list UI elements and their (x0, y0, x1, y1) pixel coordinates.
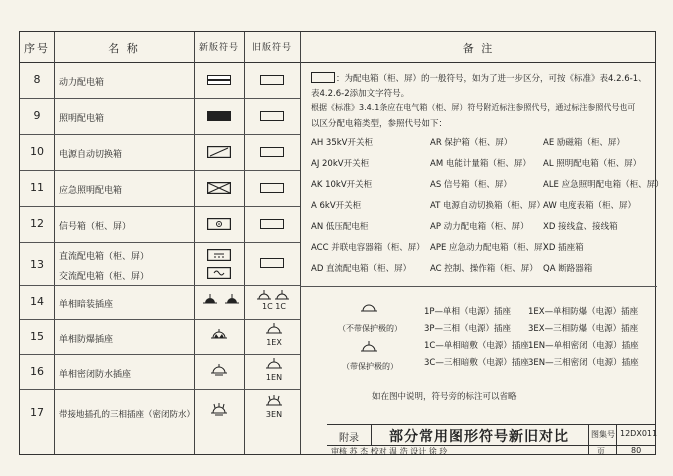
reference-code: AS 信号箱（柜、屏） (430, 180, 512, 190)
reference-code: AM 电能计量箱（柜、屏） (430, 159, 531, 169)
protected-label: （带保护极的） (342, 362, 398, 371)
row-num: 15 (30, 330, 44, 343)
dc-box-new-icon (207, 249, 231, 261)
socket-label: 1P—单相（电源）插座 (424, 307, 512, 317)
old-symbol-label: 1EN (265, 373, 283, 382)
socket-protected-icon (360, 340, 378, 354)
box-old-icon (260, 258, 284, 268)
socket-old-icon (256, 288, 292, 302)
reference-code: AE 励磁箱（柜、屏） (543, 138, 625, 148)
socket-old-icon (265, 357, 283, 371)
socket-label: 3P—三相（电源）插座 (424, 324, 512, 334)
tb-border (327, 424, 656, 425)
socket-old-icon (265, 394, 283, 408)
socket-label: 3EX—三相防爆（电源）插座 (528, 324, 639, 334)
reference-code: ALE 应急照明配电箱（柜、屏） (543, 180, 664, 190)
row-name: 单相密闭防水插座 (59, 370, 132, 380)
recessed-socket-new-icon (202, 292, 242, 306)
row-num: 8 (33, 73, 41, 86)
row-divider (20, 170, 300, 171)
col-divider (244, 32, 245, 454)
drawing-no: 12DX011 (620, 429, 658, 438)
reference-code: AC 控制、操作箱（柜、屏） (430, 264, 538, 274)
socket-label: 3C—三相暗敷（电源）插座 (424, 358, 529, 368)
socket-label: 1C—单相暗敷（电源）插座 (424, 341, 529, 351)
reference-code: QA 断路器箱 (543, 264, 593, 274)
box-old-icon (260, 219, 284, 229)
remark-line: 表4.2.6-2添加文字符号。 (311, 89, 410, 99)
col-divider (54, 32, 55, 454)
row-name: 信号箱（柜、屏） (59, 222, 132, 232)
signal-box-new-icon (207, 218, 231, 230)
reference-code: APE 应急动力配电箱（柜、屏） (430, 243, 552, 253)
row-name: 应急照明配电箱 (59, 186, 123, 196)
reference-code: AN 低压配电柜 (311, 222, 369, 232)
auto-switch-box-new-icon (207, 146, 231, 158)
row-divider (20, 134, 300, 135)
row-num: 9 (33, 109, 41, 122)
row-name: 动力配电箱 (59, 78, 105, 88)
reference-code: AT 电源自动切换箱（柜、屏） (430, 201, 546, 211)
socket-unprotected-icon (360, 300, 378, 314)
emergency-box-new-icon (207, 182, 231, 194)
reference-code: AP 动力配电箱（柜、屏） (430, 222, 529, 232)
header-old-symbol: 旧版符号 (251, 43, 292, 53)
old-symbol-label: 3EN (265, 410, 283, 419)
row-name: 单相防爆插座 (59, 335, 114, 345)
row-name: 直流配电箱（柜、屏） (59, 252, 150, 262)
row-divider (20, 285, 300, 286)
reference-code: AH 35kV开关柜 (311, 138, 373, 148)
header-remarks: 备 注 (462, 42, 495, 55)
row-divider (20, 98, 300, 99)
row-divider (20, 242, 300, 243)
reference-code: AW 电度表箱（柜、屏） (543, 201, 636, 211)
reference-code: AD 直流配电箱（柜、屏） (311, 264, 412, 274)
reference-code: AK 10kV开关柜 (311, 180, 373, 190)
waterproof-socket-new-icon (210, 363, 228, 377)
power-box-new-icon (207, 75, 231, 85)
header-new-symbol: 新版符号 (198, 43, 239, 53)
row-divider (20, 354, 300, 355)
row-divider (20, 319, 300, 320)
row-num: 16 (30, 365, 44, 378)
three-phase-socket-new-icon (210, 402, 228, 418)
explosion-proof-socket-new-icon (210, 328, 228, 342)
remark-line: 根据《标准》3.4.1条应在电气箱（柜、屏）符号附近标注参照代号，通过标注参照代号也可 (311, 103, 636, 112)
reference-code: XD 插座箱 (543, 243, 584, 253)
col-divider (300, 32, 301, 454)
reference-code: AR 保护箱（柜、屏） (430, 138, 513, 148)
page-label: 页 (597, 447, 605, 456)
reference-code: ACC 并联电容器箱（柜、屏） (311, 243, 425, 253)
remark-line: ：为配电箱（柜、屏）的一般符号，如为了进一步区分，可按《标准》表4.2.6-1、 (336, 74, 647, 84)
signature-row: 审核 苏 杰 校对 温 浩 设计 徐 玲 (331, 447, 448, 456)
reference-code: AJ 20kV开关柜 (311, 159, 370, 169)
socket-label: 1EX—单相防爆（电源）插座 (528, 307, 639, 317)
drawing-no-label: 图集号 (591, 430, 615, 439)
reference-code: A 6kV开关柜 (311, 201, 362, 211)
row-num: 14 (30, 295, 44, 308)
row-num: 11 (30, 181, 44, 194)
tb-divider (616, 424, 617, 455)
box-general-icon (311, 72, 335, 83)
old-symbol-label: 1EX (266, 338, 282, 347)
row-divider (20, 206, 300, 207)
box-old-icon (260, 111, 284, 121)
remarks-divider (300, 286, 657, 287)
box-old-icon (260, 147, 284, 157)
socket-label: 1EN—单相密闭（电源）插座 (528, 341, 639, 351)
page-number: 80 (631, 446, 642, 455)
unprotected-label: （不带保护极的） (338, 324, 402, 333)
header-seq: 序号 (24, 42, 50, 55)
title-block (327, 424, 656, 455)
table-header (20, 32, 655, 63)
tb-divider (371, 424, 372, 445)
col-divider (194, 32, 195, 454)
row-name: 单相暗装插座 (59, 300, 114, 310)
row-name-secondary: 交流配电箱（柜、屏） (59, 272, 150, 282)
lighting-box-new-icon (207, 111, 231, 121)
socket-old-icon (265, 322, 283, 336)
row-name: 电源自动切换箱 (59, 150, 123, 160)
row-name: 带接地插孔的三相插座（密闭防水） (59, 410, 196, 420)
reference-code: XD 接线盒、接线箱 (543, 222, 618, 232)
row-divider (20, 389, 300, 390)
old-symbol-label: 1C 1C (262, 302, 286, 311)
row-num: 17 (30, 406, 44, 419)
appendix-label: 附录 (339, 433, 359, 444)
remark-line: 以区分配电箱类型，参照代号如下： (311, 119, 448, 129)
row-name: 照明配电箱 (59, 114, 105, 124)
table-frame (19, 31, 664, 455)
socket-label: 3EN—三相密闭（电源）插座 (528, 358, 639, 368)
ac-box-new-icon (207, 267, 231, 279)
tb-divider (588, 424, 589, 455)
header-name: 名 称 (108, 42, 140, 55)
box-old-icon (260, 183, 284, 193)
footnote: 如在图中说明，符号旁的标注可以省略 (372, 392, 517, 402)
row-num: 10 (30, 145, 44, 158)
row-num: 13 (30, 258, 44, 271)
row-num: 12 (30, 217, 44, 230)
drawing-title: 部分常用图形符号新旧对比 (389, 429, 569, 445)
box-old-icon (260, 75, 284, 85)
reference-code: AL 照明配电箱（柜、屏） (543, 159, 642, 169)
